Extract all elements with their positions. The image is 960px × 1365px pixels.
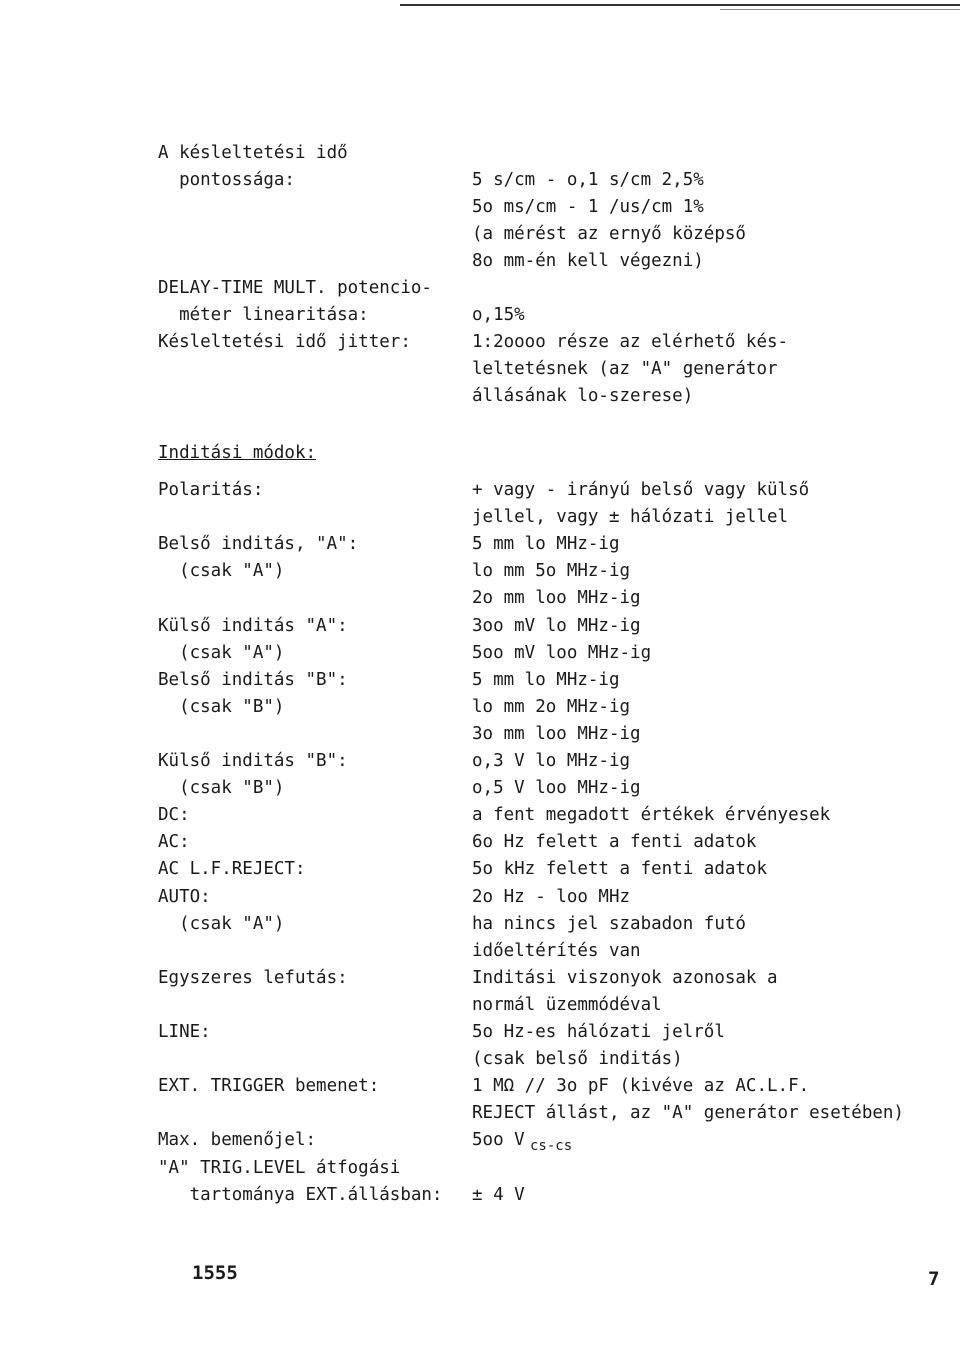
- spec-label-12: DC:: [158, 805, 190, 825]
- intro-value-9: állásának lo-szerese): [472, 386, 694, 406]
- spec-value-1: jellel, vagy ± hálózati jellel: [472, 507, 789, 527]
- spec-label-24: Max. bemenőjel:: [158, 1130, 317, 1150]
- spec-value-0: + vagy - irányú belső vagy külső: [472, 480, 810, 500]
- spec-value-10: o,3 V lo MHz-ig: [472, 751, 631, 771]
- spec-value-7: 5 mm lo MHz-ig: [472, 670, 620, 690]
- spec-label-18: Egyszeres lefutás:: [158, 968, 348, 988]
- spec-value-26: ± 4 V: [472, 1185, 525, 1205]
- intro-value-4: 8o mm-én kell végezni): [472, 251, 704, 271]
- spec-value-21: (csak belső inditás): [472, 1049, 683, 1069]
- spec-value-17: időeltérítés van: [472, 941, 641, 961]
- intro-label-5: DELAY-TIME MULT. potencio-: [158, 278, 432, 298]
- spec-value-3: lo mm 5o MHz-ig: [472, 561, 631, 581]
- page-number: 7: [928, 1268, 940, 1290]
- top-border-line: [400, 4, 960, 6]
- spec-label-6: (csak "A"): [158, 643, 285, 663]
- spec-label-8: (csak "B"): [158, 697, 285, 717]
- spec-value-13: 6o Hz felett a fenti adatok: [472, 832, 757, 852]
- spec-value-6: 5oo mV loo MHz-ig: [472, 643, 652, 663]
- spec-value-19: normál üzemmódéval: [472, 995, 662, 1015]
- spec-value-24: 5oo V: [472, 1130, 525, 1150]
- spec-label-7: Belső inditás "B":: [158, 670, 348, 690]
- intro-value-1: 5 s/cm - o,1 s/cm 2,5%: [472, 170, 704, 190]
- spec-value-11: o,5 V loo MHz-ig: [472, 778, 641, 798]
- spec-label-11: (csak "B"): [158, 778, 285, 798]
- spec-label-15: AUTO:: [158, 887, 211, 907]
- spec-label-16: (csak "A"): [158, 914, 285, 934]
- spec-value-5: 3oo mV lo MHz-ig: [472, 616, 641, 636]
- intro-value-8: leltetésnek (az "A" generátor: [472, 359, 778, 379]
- spec-label-13: AC:: [158, 832, 190, 852]
- voltage-subscript: cs-cs: [530, 1138, 573, 1154]
- intro-value-7: 1:2oooo része az elérhető kés-: [472, 332, 789, 352]
- spec-label-22: EXT. TRIGGER bemenet:: [158, 1076, 380, 1096]
- spec-label-14: AC L.F.REJECT:: [158, 859, 306, 879]
- intro-label-7: Késleltetési idő jitter:: [158, 332, 411, 352]
- intro-value-3: (a mérést az ernyő középső: [472, 224, 746, 244]
- spec-value-8: lo mm 2o MHz-ig: [472, 697, 631, 717]
- spec-value-9: 3o mm loo MHz-ig: [472, 724, 641, 744]
- spec-value-23: REJECT állást, az "A" generátor esetében): [472, 1103, 904, 1123]
- spec-label-2: Belső inditás, "A":: [158, 534, 359, 554]
- spec-label-20: LINE:: [158, 1022, 211, 1042]
- spec-label-0: Polaritás:: [158, 480, 264, 500]
- spec-value-14: 5o kHz felett a fenti adatok: [472, 859, 768, 879]
- spec-value-22: 1 MΩ // 3o pF (kivéve az AC.L.F.: [472, 1076, 810, 1096]
- spec-value-18: Inditási viszonyok azonosak a: [472, 968, 778, 988]
- top-border-line-secondary: [720, 9, 960, 10]
- intro-label-6: méter linearitása:: [158, 305, 369, 325]
- intro-value-2: 5o ms/cm - 1 /us/cm 1%: [472, 197, 704, 217]
- spec-label-5: Külső inditás "A":: [158, 616, 348, 636]
- page-code: 1555: [192, 1262, 238, 1284]
- spec-label-25: "A" TRIG.LEVEL átfogási: [158, 1158, 401, 1178]
- spec-value-15: 2o Hz - loo MHz: [472, 887, 631, 907]
- spec-label-26: tartománya EXT.állásban:: [158, 1185, 443, 1205]
- intro-label-1: pontossága:: [158, 170, 295, 190]
- spec-value-4: 2o mm loo MHz-ig: [472, 588, 641, 608]
- intro-label-0: A késleltetési idő: [158, 143, 348, 163]
- spec-label-3: (csak "A"): [158, 561, 285, 581]
- spec-value-2: 5 mm lo MHz-ig: [472, 534, 620, 554]
- section-title: Inditási módok:: [158, 443, 317, 463]
- spec-value-16: ha nincs jel szabadon futó: [472, 914, 746, 934]
- spec-label-10: Külső inditás "B":: [158, 751, 348, 771]
- spec-value-20: 5o Hz-es hálózati jelről: [472, 1022, 725, 1042]
- spec-value-12: a fent megadott értékek érvényesek: [472, 805, 831, 825]
- intro-value-6: o,15%: [472, 305, 525, 325]
